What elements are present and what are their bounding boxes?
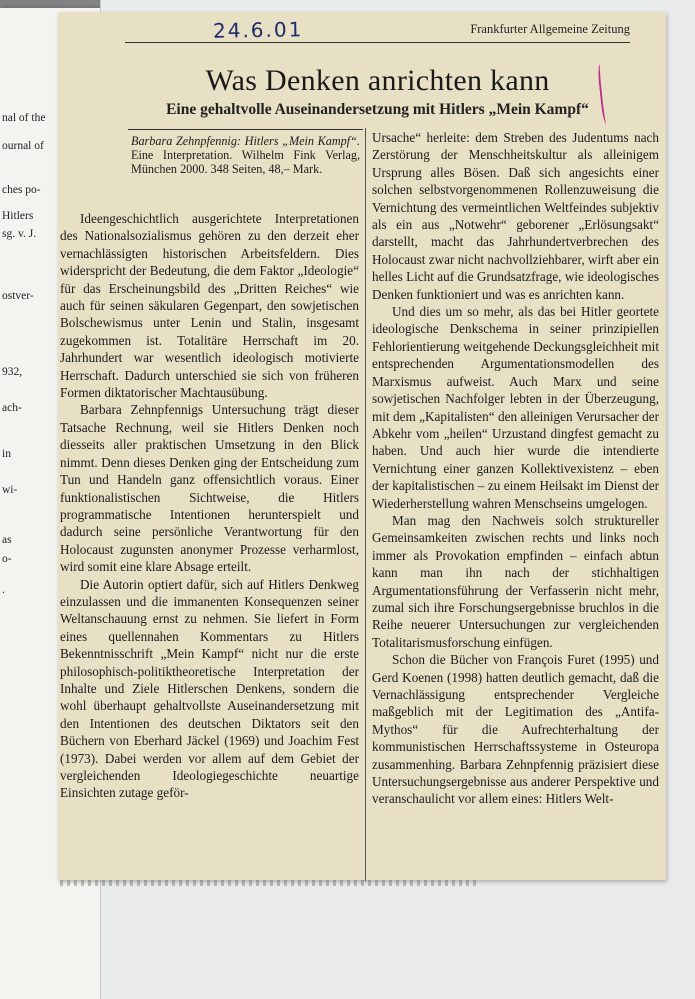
- handwritten-date: 24.6.01: [212, 17, 304, 43]
- paragraph: Schon die Bücher von François Furet (1995) und Gerd Koenen (1998) hatten deutlich gemacht, daß die Vernachlässigung entsprechender Vergleiche maßgeblich mit der Legitimation des „Antifa-Mythos“ für die Aufrechterhaltung der kommunistischen Herrschaftssysteme in Osteuropa zusammenhing. Barbara Zehnpfennig präzisiert diese Untersuchungsergebnisse aus anderer Perspektive und veranschaulicht vor allem eines: Hitlers Welt-: [372, 652, 659, 807]
- page-fragment: o-: [2, 553, 12, 565]
- page-fragment: ournal of: [2, 140, 44, 152]
- paragraph: Man mag den Nachweis solch struktureller Gemeinsamkeiten zwischen rechts und links noch immer als Provokation empfinden – einfach abtun kann man ihn nach der stichhaltigen Argumentationsführung der Verfasserin nicht mehr, zumal sich ihre Forschungsergebnisse bruchlos in die Reihe neuerer Untersuchungen zur vergleichenden Totalitarismusforschung einfügen.: [372, 512, 659, 650]
- cut-edge: [60, 880, 480, 886]
- page-fragment: in: [2, 448, 11, 460]
- page-fragment: 932,: [2, 366, 23, 378]
- page-fragment: ach-: [2, 402, 22, 414]
- page-fragment: sg. v. J.: [2, 228, 37, 240]
- book-details: Eine Interpretation. Wilhelm Fink Verlag, München 2000. 348 Seiten, 48,– Mark.: [131, 147, 360, 176]
- column-top-rule: [128, 129, 363, 130]
- page-fragment: nal of the: [2, 112, 46, 124]
- paragraph: Die Autorin optiert dafür, sich auf Hitlers Denkweg einzulassen und die immanenten Konsequenzen seiner Weltanschauung ernst zu nehmen. Sie liefert in Form eines quellennahen Kommentars zu Hitlers Bekenntnisschrift „Mein Kampf“ nicht nur die erste philosophisch-politiktheoretische Interpretation der Inhalte und Ziele Hitlerschen Denkens, sondern die wohl überhaupt gehaltvollste Auseinandersetzung mit den Intentionen des deutschen Diktators seit den Büchern von Eberhard Jäckel (1969) und Joachim Fest (1973). Dabei werden vor allem auf dem Gebiet der vergleichenden Ideologiegeschichte neuartige Einsichten zutage geför-: [60, 576, 359, 801]
- page-fragment: .: [2, 584, 5, 596]
- paragraph: Ursache“ herleite: dem Streben des Judentums nach Zerstörung der Menschheitskultur als alleinigem Ursprung alles Bösen. Daß sich angesichts einer solchen selbstvorgenommenen Rollenzuweisung die Vernichtung des vermeintlichen Weltfeindes subjektiv als ein aus „Notwehr“ geborener „Erlösungsakt“ darstellt, macht das Jahrhundertverbrechen des Holocaust zwar nicht nachvollziehbarer, wirft aber ein helles Licht auf die Grundsatzfrage, wie ideologisches Denken funktioniert und was es anrichten kann.: [372, 130, 659, 302]
- book-reference: [131, 135, 360, 176]
- article-subheadline: Eine gehaltvolle Auseinandersetzung mit Hitlers „Mein Kampf“: [166, 101, 589, 118]
- page-fragment: as: [2, 534, 12, 546]
- header-rule: [125, 42, 630, 43]
- article-column-left: [60, 210, 359, 802]
- paragraph: Barbara Zehnpfennigs Untersuchung trägt dieser Tatsache Rechnung, weil sie Hitlers Denken noch diesseits aller praktischen Umsetzung in den Blick nimmt. Denn dieses Denken ging der Entscheidung zum Tun und Handeln ganz offensichtlich voraus. Einer funktionalistischen Sichtweise, die Hitlers programmatische Intentionen herunterspielt und dadurch seine persönliche Verantwortung für den Holocaust zugunsten anonymer Prozesse verharmlost, wird somit eine klare Absage erteilt.: [60, 402, 359, 575]
- page-fragment: ches po-: [2, 184, 41, 196]
- paragraph: Und dies um so mehr, als das bei Hitler geortete ideologische Denkschema in seiner prinzipiellen Fehlorientierung weitgehende Deckungsgleichheit mit entsprechenden Argumentationsmodellen des Marxismus aufweist. Auch Marx und seine sowjetischen Nachfolger lebten in der Überzeugung, mit dem „Kapitalisten“ den alleinigen Verursacher der Abkehr vom „heilen“ Urzustand dingfest gemacht zu haben. Und auch hier wurde die intendierte Vernichtung einer ganzen Kollektivexistenz – eben der kapitalistischen – zu einem Heilsakt im Dienst der Wiederherstellung wahren Menschseins umgelogen.: [372, 304, 659, 511]
- newspaper-name: Frankfurter Allgemeine Zeitung: [470, 22, 630, 36]
- page-fragment: Hitlers: [2, 210, 34, 222]
- article-column-right: [372, 129, 659, 808]
- page-fragment: wi-: [2, 484, 18, 496]
- paragraph: Ideengeschichtlich ausgerichtete Interpretationen des Nationalsozialismus gehören zu den derzeit eher vernachlässigten historischen Arbeitsfeldern. Dies widerspricht der Bedeutung, die dem Faktor „Ideologie“ für das Erscheinungsbild des „Dritten Reiches“ wie auch für seinen säkularen Gegenpart, den sowjetischen Bolschewismus unter Lenin und Stalin, insgesamt zugekommen ist. Totalitäre Herrschaft im 20. Jahrhundert war wesentlich ideologisch motivierte Herrschaft. Dadurch unterschied sie sich von früheren Formen diktatorischer Machtausübung.: [60, 211, 359, 401]
- article-headline: Was Denken anrichten kann: [205, 64, 550, 97]
- column-separator: [365, 128, 366, 881]
- book-author-title: Barbara Zehnpfennig: Hitlers „Mein Kampf“.: [131, 134, 360, 148]
- page-fragment: ostver-: [2, 290, 34, 302]
